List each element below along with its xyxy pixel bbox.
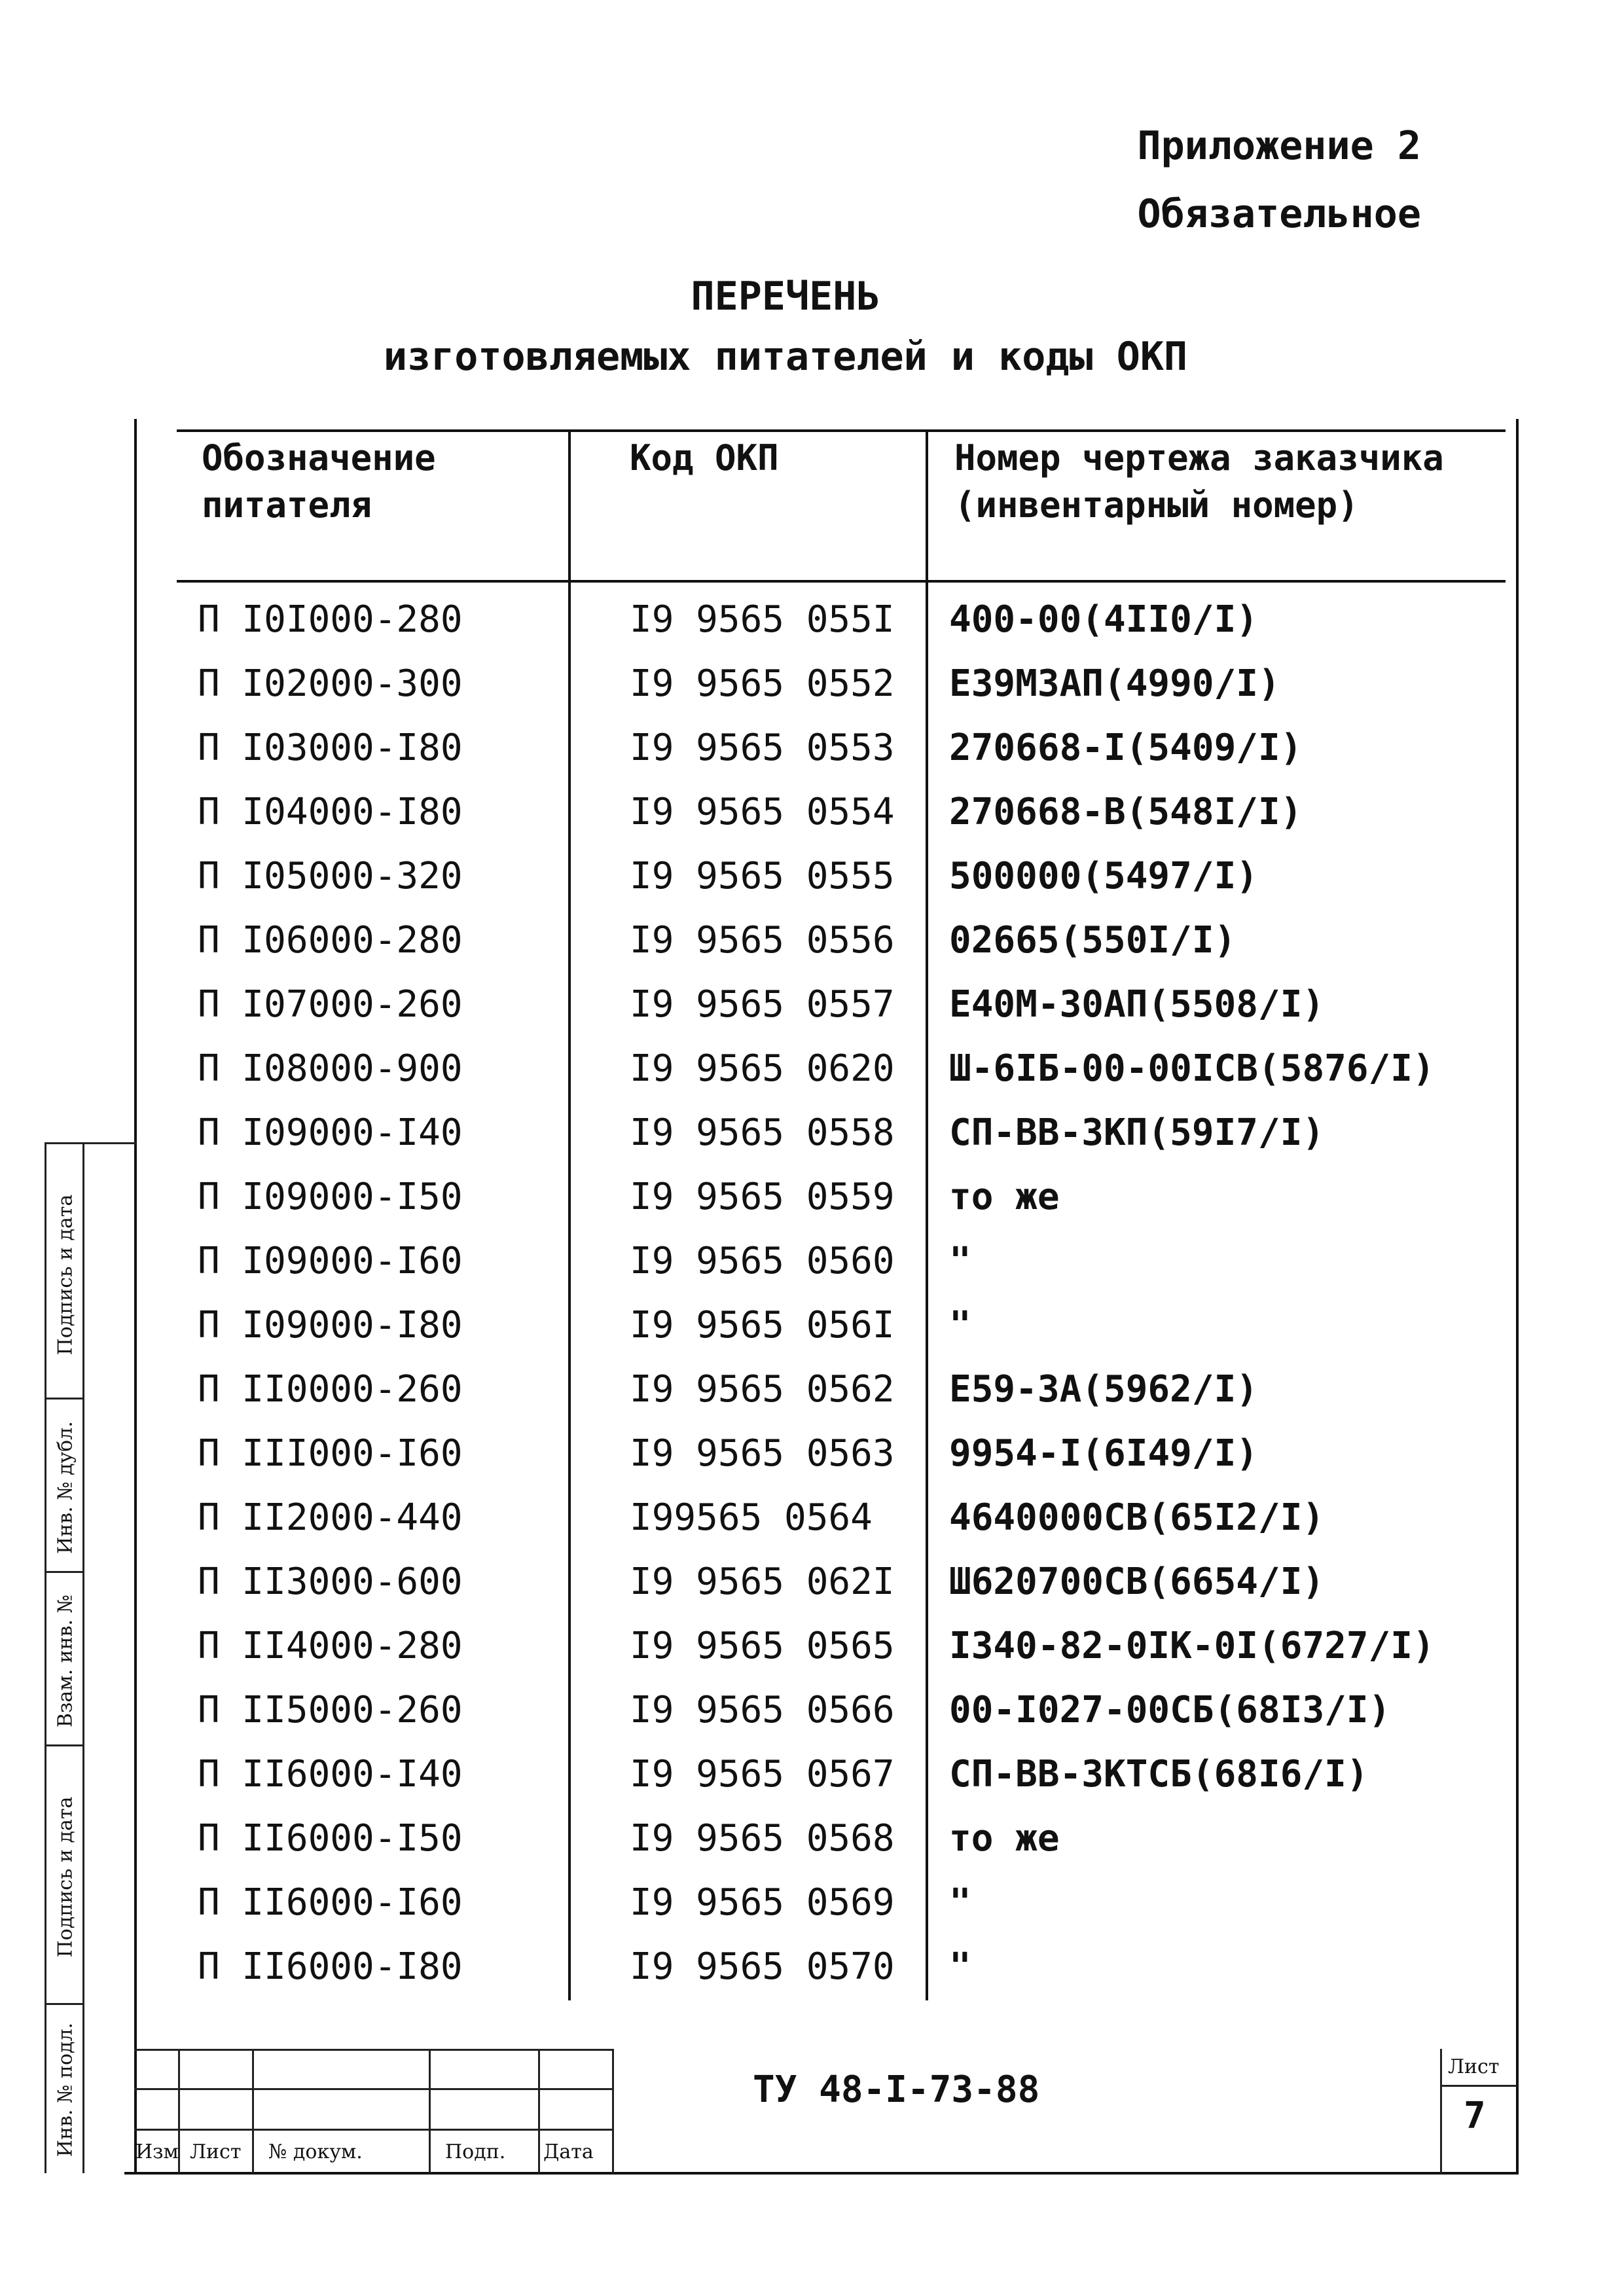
table-top-line — [177, 429, 1506, 432]
designation-cell: П II6000-I60 — [198, 1881, 463, 1924]
stamp-outer-left — [45, 1142, 46, 2173]
drawing-number-cell: Ш-6IБ-00-00IСВ(5876/I) — [949, 1047, 1435, 1090]
drawing-number-cell: Е59-3А(5962/I) — [949, 1368, 1259, 1411]
designation-cell: П I04000-I80 — [198, 791, 463, 833]
drawing-number-cell: I340-82-0IК-0I(6727/I) — [949, 1625, 1435, 1667]
sheet-number: 7 — [1464, 2095, 1486, 2137]
table-row — [0, 780, 1624, 844]
designation-cell: П III000-I60 — [198, 1432, 463, 1475]
designation-cell: П I09000-I80 — [198, 1304, 463, 1346]
col-drawing-header — [954, 435, 1444, 529]
titleblock-col-5 — [612, 2049, 614, 2173]
okp-code-cell: I9 9565 0566 — [630, 1689, 895, 1731]
table-row — [0, 1037, 1624, 1101]
table-row — [0, 1165, 1624, 1229]
appendix-label: Приложение 2 — [1137, 123, 1421, 169]
table-row — [0, 1678, 1624, 1742]
okp-code-cell: I9 9565 0568 — [630, 1817, 895, 1860]
table-row — [0, 1358, 1624, 1422]
okp-code-cell: I9 9565 0556 — [630, 919, 895, 962]
drawing-number-cell: " — [949, 1304, 971, 1346]
page-subtitle: изготовляемых питателей и коды ОКП — [383, 334, 1188, 380]
titleblock-date: Дата — [543, 2140, 594, 2163]
stamp-signature-date-2: Подпись и дата — [54, 1796, 77, 1958]
drawing-number-cell: СП-ВВ-ЗКП(59I7/I) — [949, 1111, 1325, 1154]
designation-cell: П I09000-I50 — [198, 1176, 463, 1218]
table-row — [0, 973, 1624, 1037]
okp-code-cell: I9 9565 0567 — [630, 1753, 895, 1796]
drawing-number-cell: 9954-I(6I49/I) — [949, 1432, 1259, 1475]
designation-cell: П I07000-260 — [198, 983, 463, 1026]
designation-cell: П I03000-I80 — [198, 727, 463, 769]
okp-code-cell: I9 9565 0569 — [630, 1881, 895, 1924]
table-row — [0, 1293, 1624, 1358]
drawing-number-cell: то же — [949, 1817, 1060, 1860]
drawing-number-cell: 4640000СВ(65I2/I) — [949, 1496, 1325, 1539]
designation-cell: П II0000-260 — [198, 1368, 463, 1411]
designation-cell: П II6000-I80 — [198, 1945, 463, 1988]
col-designation-header — [202, 435, 436, 529]
table-row — [0, 1871, 1624, 1935]
okp-code-cell: I9 9565 062I — [630, 1561, 895, 1603]
drawing-number-cell: 02665(550I/I) — [949, 919, 1236, 962]
okp-code-cell: I9 9565 0565 — [630, 1625, 895, 1667]
titleblock-top-line — [134, 2049, 612, 2051]
titleblock-col-4 — [538, 2049, 540, 2173]
table-row — [0, 1614, 1624, 1678]
designation-cell: П I02000-300 — [198, 662, 463, 705]
titleblock-sign: Подп. — [445, 2140, 506, 2163]
titleblock-row-line-2 — [134, 2129, 612, 2131]
stamp-dup-inv-no: Инв. № дубл. — [54, 1421, 77, 1554]
table-row — [0, 1422, 1624, 1486]
titleblock-col-3 — [429, 2049, 431, 2173]
designation-cell: П II3000-600 — [198, 1561, 463, 1603]
table-row — [0, 1742, 1624, 1807]
drawing-number-cell: 270668-I(5409/I) — [949, 727, 1303, 769]
designation-cell: П I05000-320 — [198, 855, 463, 897]
sheet-label: Лист — [1448, 2055, 1500, 2078]
titleblock-col-2 — [252, 2049, 254, 2173]
frame-bottom-line — [124, 2172, 1519, 2175]
sheet-box-left — [1440, 2049, 1442, 2173]
drawing-number-cell: 400-00(4II0/I) — [949, 598, 1259, 641]
okp-code-cell: I9 9565 0620 — [630, 1047, 895, 1090]
drawing-number-cell: Е40М-30АП(5508/I) — [949, 983, 1325, 1026]
stamp-replace-inv-no: Взам. инв. № — [54, 1594, 77, 1728]
okp-code-cell: I9 9565 0558 — [630, 1111, 895, 1154]
table-row — [0, 844, 1624, 909]
okp-code-cell: I9 9565 0557 — [630, 983, 895, 1026]
stamp-signature-date-1: Подпись и дата — [54, 1194, 77, 1356]
designation-cell: П I08000-900 — [198, 1047, 463, 1090]
designation-cell: П II2000-440 — [198, 1496, 463, 1539]
table-row — [0, 1550, 1624, 1614]
drawing-number-cell: " — [949, 1945, 971, 1988]
col-designation-line2: питателя — [202, 484, 372, 526]
okp-code-cell: I9 9565 0554 — [630, 791, 895, 833]
table-row — [0, 909, 1624, 973]
titleblock-izm: Изм — [135, 2140, 179, 2163]
stamp-inner-line — [82, 1142, 84, 2173]
table-row — [0, 1807, 1624, 1871]
document-code: ТУ 48-I-73-88 — [753, 2068, 1040, 2111]
col-okp-header: Код ОКП — [630, 437, 779, 478]
table-row — [0, 1229, 1624, 1293]
drawing-number-cell: " — [949, 1240, 971, 1282]
designation-cell: П II4000-280 — [198, 1625, 463, 1667]
designation-cell: П II6000-I50 — [198, 1817, 463, 1860]
drawing-number-cell: Ш620700СВ(6654/I) — [949, 1561, 1325, 1603]
okp-code-cell: I99565 0564 — [630, 1496, 873, 1539]
table-row — [0, 716, 1624, 780]
col-designation-line1: Обозначение — [202, 437, 436, 478]
drawing-number-cell: " — [949, 1881, 971, 1924]
drawing-number-cell: СП-ВВ-ЗКТСБ(68I6/I) — [949, 1753, 1369, 1796]
okp-code-cell: I9 9565 0562 — [630, 1368, 895, 1411]
status-label: Обязательное — [1137, 191, 1421, 237]
titleblock-row-line-1 — [134, 2088, 612, 2090]
okp-code-cell: I9 9565 0552 — [630, 662, 895, 705]
designation-cell: П I09000-I40 — [198, 1111, 463, 1154]
okp-code-cell: I9 9565 0570 — [630, 1945, 895, 1988]
col-drawing-line1: Номер чертежа заказчика — [954, 437, 1444, 478]
drawing-number-cell: Е39МЗАП(4990/I) — [949, 662, 1280, 705]
designation-cell: П II6000-I40 — [198, 1753, 463, 1796]
titleblock-doc-no: № докум. — [268, 2140, 363, 2163]
okp-code-cell: I9 9565 0563 — [630, 1432, 895, 1475]
sheet-box-mid — [1440, 2085, 1517, 2087]
okp-code-cell: I9 9565 0553 — [630, 727, 895, 769]
stamp-orig-inv-no: Инв. № подл. — [54, 2022, 77, 2158]
designation-cell: П I06000-280 — [198, 919, 463, 962]
okp-code-cell: I9 9565 0560 — [630, 1240, 895, 1282]
drawing-number-cell: 500000(5497/I) — [949, 855, 1259, 897]
table-row — [0, 588, 1624, 652]
table-header-line — [177, 580, 1506, 583]
table-row — [0, 1935, 1624, 1999]
page-title: ПЕРЕЧЕНЬ — [691, 274, 880, 319]
okp-code-cell: I9 9565 056I — [630, 1304, 895, 1346]
drawing-number-cell: 00-I027-00СБ(68I3/I) — [949, 1689, 1391, 1731]
designation-cell: П I09000-I60 — [198, 1240, 463, 1282]
titleblock-list: Лист — [190, 2140, 242, 2163]
stamp-div-1 — [45, 1398, 84, 1399]
table-row — [0, 652, 1624, 716]
okp-code-cell: I9 9565 0559 — [630, 1176, 895, 1218]
okp-code-cell: I9 9565 0555 — [630, 855, 895, 897]
table-row — [0, 1101, 1624, 1165]
designation-cell: П II5000-260 — [198, 1689, 463, 1731]
col-drawing-line2: (инвентарный номер) — [954, 484, 1359, 526]
drawing-number-cell: 270668-В(548I/I) — [949, 791, 1303, 833]
okp-code-cell: I9 9565 055I — [630, 598, 895, 641]
drawing-number-cell: то же — [949, 1176, 1060, 1218]
designation-cell: П I0I000-280 — [198, 598, 463, 641]
table-row — [0, 1486, 1624, 1550]
stamp-top-line — [45, 1142, 136, 1144]
